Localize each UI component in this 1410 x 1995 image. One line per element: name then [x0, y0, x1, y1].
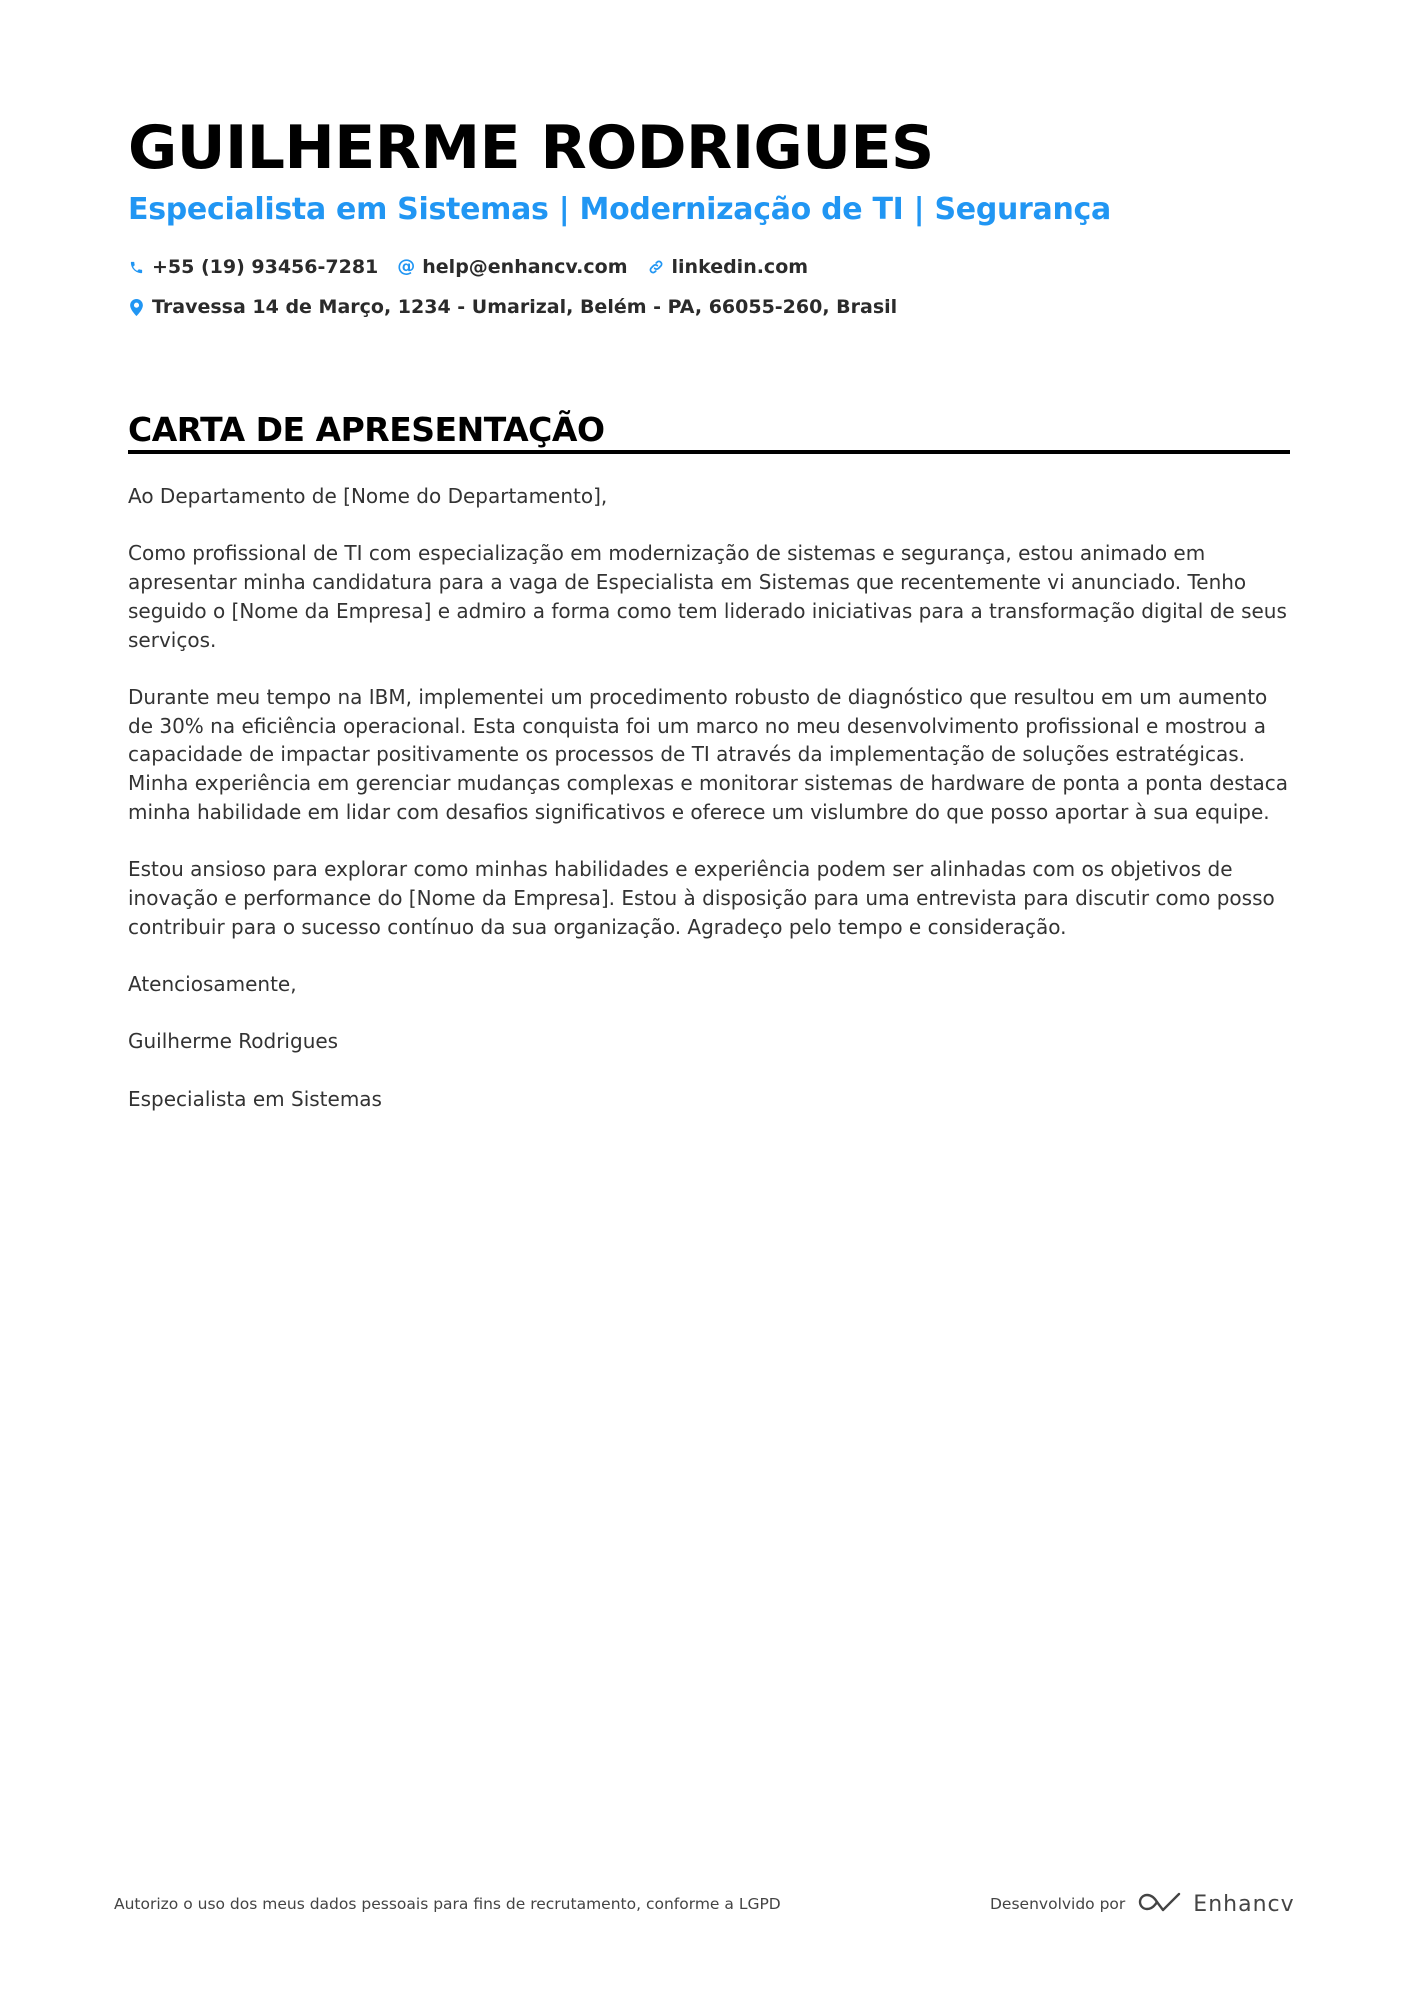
letter-paragraph: Estou ansioso para explorar como minhas habilidades e experiência podem ser alinhadas com os objetivos de inovação e performance do [Nome da Empresa]. Estou à disposição para uma entrevista para discutir como posso contribuir para o sucesso contínuo da sua organização. Agradeço pelo tempo e consideração. [128, 857, 1275, 939]
phone-text[interactable]: +55 (19) 93456-7281 [152, 256, 379, 278]
address-text: Travessa 14 de Março, 1234 - Umarizal, Belém - PA, 66055-260, Brasil [152, 296, 898, 318]
lgpd-consent-note: Autorizo o uso dos meus dados pessoais para fins de recrutamento, conforme a LGPD [114, 1895, 781, 1913]
contact-address [128, 296, 897, 318]
section-title: CARTA DE APRESENTAÇÃO [128, 410, 605, 449]
at-icon: @ [397, 256, 416, 277]
letter-paragraph: Como profissional de TI com especialização em modernização de sistemas e segurança, estou animado em apresentar minha candidatura para a vaga de Especialista em Sistemas que recentemente vi anunciado. Tenho seguido o [Nome da Empresa] e admiro a forma como tem liderado iniciativas para a transformação digital de seus serviços. [128, 541, 1287, 652]
letter-closing: Atenciosamente, [128, 971, 297, 996]
powered-by-label: Desenvolvido por [990, 1895, 1126, 1913]
signature-title: Especialista em Sistemas [128, 1086, 382, 1111]
enhancv-logo[interactable] [1137, 1890, 1294, 1919]
contact-phone [128, 256, 378, 278]
candidate-headline: Especialista em Sistemas | Modernização de TI | Segurança [128, 192, 1111, 227]
contact-row-address [128, 292, 897, 322]
contact-link [648, 256, 809, 278]
linkedin-link[interactable]: linkedin.com [671, 256, 809, 278]
enhancv-brand-name: Enhancv [1193, 1891, 1295, 1917]
email-link[interactable]: help@enhancv.com [422, 256, 628, 278]
phone-icon [128, 258, 144, 276]
link-icon [648, 258, 664, 276]
enhancv-logo-icon [1137, 1890, 1183, 1919]
contact-row-primary [128, 252, 808, 282]
signature-name: Guilherme Rodrigues [128, 1029, 339, 1054]
letter-paragraph: Durante meu tempo na IBM, implementei um procedimento robusto de diagnóstico que resultou em um aumento de 30% na eficiência operacional. Esta conquista foi um marco no meu desenvolvimento profissional e mostrou a capacidade de impactar positivamente os processos de TI através da implementação de soluções estratégicas. Minha experiência em gerenciar mudanças complexas e monitorar sistemas de hardware de ponta a ponta destaca minha habilidade em lidar com desafios significativos e oferece um vislumbre do que posso aportar à sua equipe. [128, 684, 1288, 824]
candidate-name: GUILHERME RODRIGUES [128, 113, 934, 183]
contact-email [398, 256, 627, 278]
footer-branding [990, 1886, 1295, 1922]
section-divider [128, 450, 1290, 454]
letter-body [128, 482, 1290, 1142]
location-pin-icon [128, 298, 144, 316]
letter-salutation: Ao Departamento de [Nome do Departamento], [128, 484, 608, 508]
